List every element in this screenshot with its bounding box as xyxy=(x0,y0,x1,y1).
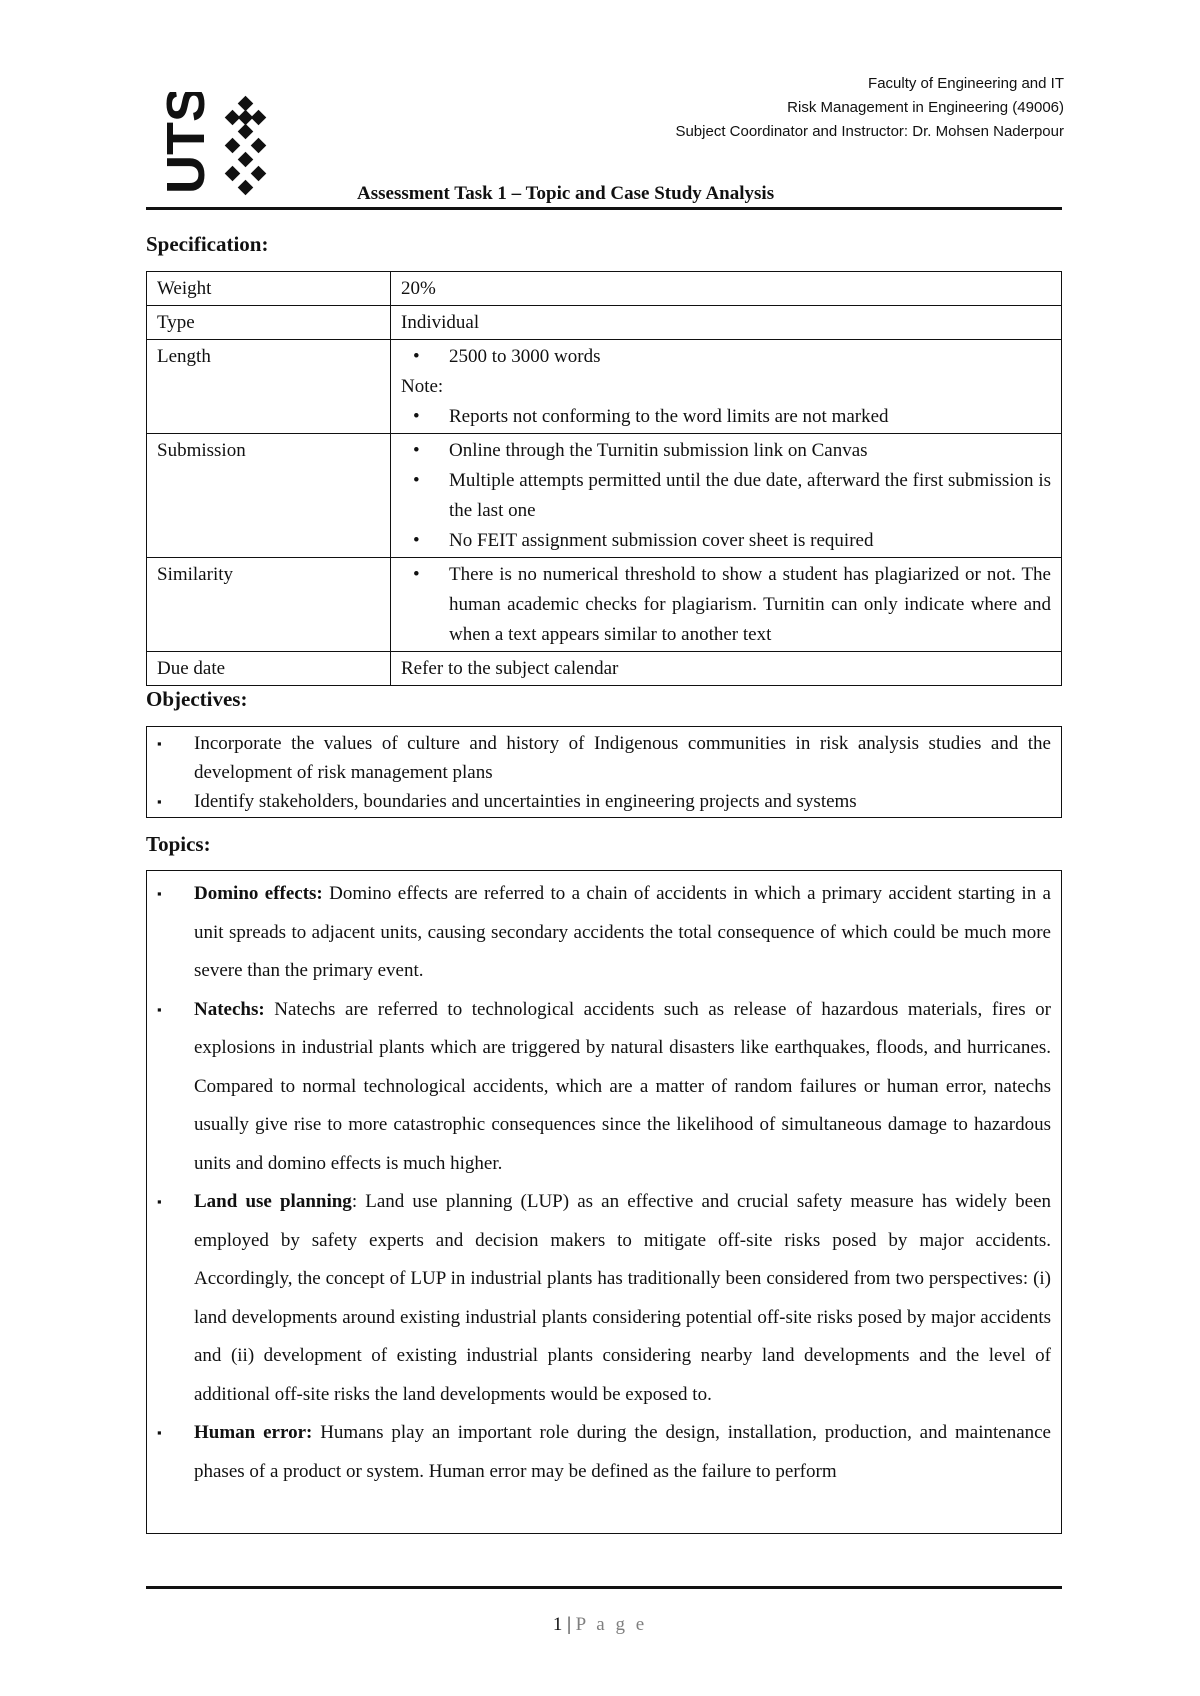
uts-logo-pattern xyxy=(225,96,267,196)
topic-term: Human error: xyxy=(194,1422,313,1443)
list-item: • Reports not conforming to the word limits are not marked xyxy=(401,402,1051,432)
length-note: Note: xyxy=(401,376,444,397)
table-row xyxy=(147,558,1062,652)
topic-text: Domino effects are referred to a chain of accidents in which a primary accident starting in a unit spreads to adjacent units, causing secondary accidents the total consequence of which could be much more severe than the primary event. xyxy=(194,883,1051,981)
topic-term: Land use planning xyxy=(194,1191,352,1212)
weight-label: Weight xyxy=(147,272,391,306)
topic-item xyxy=(147,1414,1061,1491)
specification-table xyxy=(146,271,1062,686)
length-value xyxy=(391,340,1062,434)
due-date-value: Refer to the subject calendar xyxy=(391,652,1062,686)
list-item: ▪ Incorporate the values of culture and history of Indigenous communities in risk analysis studies and the development of risk management plans xyxy=(147,729,1061,787)
table-row xyxy=(147,340,1062,434)
topic-text: Humans play an important role during the design, installation, production, and maintenance phases of a product or system. Human error may be defined as the failure to perform xyxy=(194,1422,1051,1482)
topic-text: Natechs are referred to technological accidents such as release of hazardous materials, fires or explosions in industrial plants which are triggered by natural disasters like earthquakes, floods, and hurricanes. Compared to normal technological accidents, which are a matter of random failures or human error, natechs usually give rise to more catastrophic consequences since the likelihood of simultaneous damage to hazardous units and domino effects is much higher. xyxy=(194,998,1051,1174)
table-row xyxy=(147,272,1062,306)
footer-rule xyxy=(146,1586,1062,1589)
objectives-heading: Objectives: xyxy=(146,687,248,711)
length-label: Length xyxy=(147,340,391,434)
header-info xyxy=(675,72,1064,144)
table-row xyxy=(147,306,1062,340)
uts-logo-text: UTS xyxy=(160,92,216,194)
topic-text: : Land use planning (LUP) as an effective and crucial safety measure has widely been employed by safety experts and decision makers to mitigate off-site risks posed by major accidents. Accordingly, the concept of LUP in industrial plants has traditionally been considered from two perspectives: (i) land developments around existing industrial plants considering potential off-site risks posed by major accidents and (ii) development of existing industrial plants considering nearby land developments and the level of additional off-site risks the land developments would be exposed to. xyxy=(194,1191,1052,1405)
submission-value xyxy=(391,434,1062,558)
table-row xyxy=(147,652,1062,686)
list-item: ▪ Identify stakeholders, boundaries and uncertainties in engineering projects and systems xyxy=(147,787,1061,816)
list-item: • There is no numerical threshold to show a student has plagiarized or not. The human academic checks for plagiarism. Turnitin can only indicate where and when a text appears similar to another text xyxy=(401,560,1051,650)
weight-value: 20% xyxy=(391,272,1062,306)
subject-coordinator: Subject Coordinator and Instructor: Dr. Mohsen Naderpour xyxy=(675,123,1064,140)
topics-heading: Topics: xyxy=(146,832,211,856)
objectives-box xyxy=(146,726,1062,818)
table-row xyxy=(147,434,1062,558)
topic-item xyxy=(147,991,1061,1184)
type-value: Individual xyxy=(391,306,1062,340)
topic-item xyxy=(147,875,1061,991)
uts-logo-mark xyxy=(160,92,280,202)
page-footer xyxy=(0,1614,1200,1636)
page-label: P a g e xyxy=(575,1614,648,1635)
similarity-value xyxy=(391,558,1062,652)
topic-term: Natechs: xyxy=(194,998,265,1020)
specification-heading: Specification: xyxy=(146,232,269,256)
list-item: • No FEIT assignment submission cover sheet is required xyxy=(401,526,1051,556)
list-item: • 2500 to 3000 words xyxy=(401,342,1051,372)
list-item: • Online through the Turnitin submission link on Canvas xyxy=(401,436,1051,466)
type-label: Type xyxy=(147,306,391,340)
due-date-label: Due date xyxy=(147,652,391,686)
header-rule xyxy=(146,207,1062,210)
page-number: 1 xyxy=(552,1614,563,1635)
topics-box xyxy=(146,870,1062,1534)
list-item: • Multiple attempts permitted until the due date, afterward the first submission is the last one xyxy=(401,466,1051,526)
page-separator: | xyxy=(562,1614,576,1635)
uts-logo xyxy=(160,92,280,202)
submission-label: Submission xyxy=(147,434,391,558)
similarity-label: Similarity xyxy=(147,558,391,652)
faculty-name: Faculty of Engineering and IT xyxy=(868,75,1064,92)
topic-item xyxy=(147,1183,1061,1414)
assessment-title: Assessment Task 1 – Topic and Case Study Analysis xyxy=(357,183,775,204)
topic-term: Domino effects: xyxy=(194,883,323,904)
subject-name: Risk Management in Engineering (49006) xyxy=(787,99,1064,116)
